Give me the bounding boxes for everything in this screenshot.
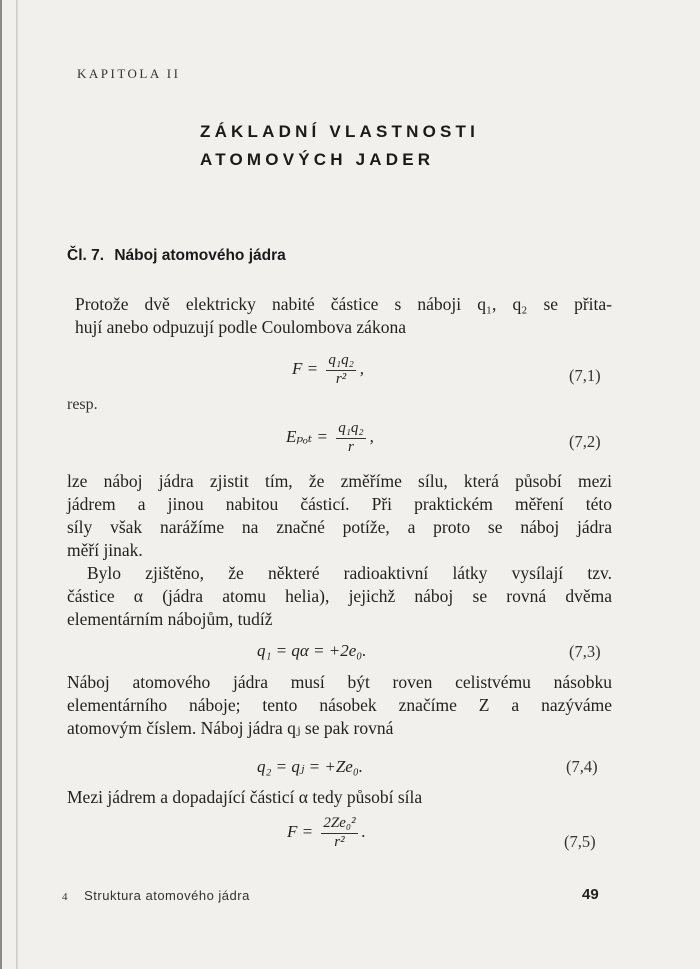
equation-7-5-denominator: r² [334,834,345,850]
paragraph-1-line-2: hují anebo odpuzují podle Coulombova zákona [75,317,406,337]
page-number: 49 [582,886,599,903]
equation-7-2-tail: , [369,426,374,446]
paragraph-3 [67,562,612,631]
equation-7-2-label: (7,2) [569,432,601,451]
equation-7-4: q₂ = qⱼ = +Ze₀. [257,757,363,776]
equation-7-1-numerator: q₁q₂ [326,352,355,371]
equation-7-5 [287,815,366,851]
paragraph-2-line-3: síly však narážíme na značné potíže, a proto se náboj jádra [67,517,612,537]
paragraph-5-line-1: Mezi jádrem a dopadající částicí α tedy působí síla [67,787,423,807]
equation-7-1-fraction [326,352,355,388]
equation-7-3: q₁ = qα = +2e₀. [257,641,367,660]
page-gutter [16,0,19,969]
equation-7-5-fraction [321,815,357,851]
equation-7-4-label: (7,4) [566,757,598,776]
page-footer [62,888,250,903]
chapter-title-line-1: ZÁKLADNÍ VLASTNOSTI [200,122,480,141]
equation-7-1-lhs: F = [292,358,319,378]
resp-word: resp. [67,396,98,413]
paragraph-2 [67,470,612,562]
equation-7-2-lhs: Eₚₒₜ = [286,426,328,446]
paragraph-3-line-3: elementárním nábojům, tudíž [67,609,273,629]
paragraph-4-line-3: atomovým číslem. Náboj jádra qⱼ se pak rovná [67,718,394,738]
equation-7-5-label: (7,5) [564,832,596,851]
equation-7-2-fraction [336,420,365,456]
equation-7-5-numerator: 2Ze₀² [321,815,357,834]
paragraph-1-line-1: Protože dvě elektricky nabité částice s náboji q₁, q₂ se přita- [75,294,612,314]
chapter-label: KAPITOLA II [77,66,181,81]
section-title: Náboj atomového jádra [114,247,286,264]
paragraph-3-line-2: částice α (jádra atomu helia), jejichž náboj se rovná dvěma [67,586,612,606]
equation-7-1 [292,352,364,388]
footer-signature-mark: 4 [62,891,68,903]
footer-title: Struktura atomového jádra [84,888,250,903]
equation-7-5-tail: . [361,821,366,841]
equation-7-3-label: (7,3) [569,642,601,661]
paragraph-2-line-4: měří jinak. [67,540,143,560]
paragraph-4-line-1: Náboj atomového jádra musí být roven celistvému násobku [67,672,612,692]
paragraph-2-line-2: jádrem a jinou nabitou částicí. Při praktickém měření této [67,494,612,514]
section-number: Čl. 7. [67,247,105,264]
paragraph-5 [67,786,612,809]
equation-7-2 [286,420,374,456]
chapter-title-line-2: ATOMOVÝCH JADER [200,150,435,169]
equation-7-1-label: (7,1) [569,366,601,385]
paragraph-1 [75,293,612,339]
equation-7-2-numerator: q₁q₂ [336,420,365,439]
chapter-title [200,118,479,174]
paragraph-4-line-2: elementárního náboje; tento násobek značíme Z a nazýváme [67,695,612,715]
equation-7-5-lhs: F = [287,821,314,841]
paragraph-4 [67,671,612,740]
equation-7-1-tail: , [359,358,365,378]
paragraph-3-line-1: Bylo zjištěno, že některé radioaktivní látky vysílají tzv. [87,563,612,583]
paragraph-2-line-1: lze náboj jádra zjistit tím, že změříme sílu, která působí mezi [67,471,612,491]
section-heading [67,247,286,265]
equation-7-1-denominator: r² [335,371,347,387]
equation-7-2-denominator: r [348,439,354,455]
